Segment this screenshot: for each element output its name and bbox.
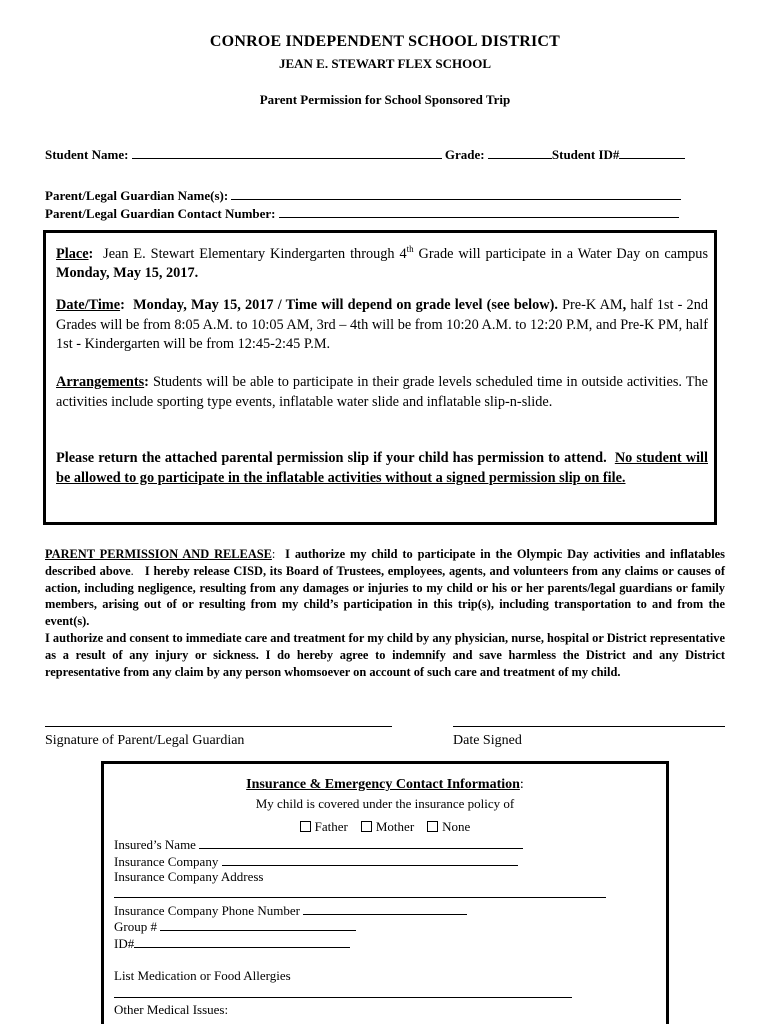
coverage-text: My child is covered under the insurance policy of: [255, 796, 515, 811]
id-label: ID#: [114, 936, 135, 951]
insurance-box: [101, 761, 669, 1024]
student-id-label: Student ID#: [551, 147, 620, 162]
insured-name-row: [114, 836, 523, 853]
id-row: [114, 935, 350, 952]
insurance-title-row: [104, 777, 666, 793]
insurance-phone-field[interactable]: [303, 902, 467, 915]
none-option[interactable]: [427, 819, 470, 834]
insurance-company-field[interactable]: [222, 853, 518, 866]
guardian-contact-row: [45, 205, 679, 222]
insured-name-field[interactable]: [199, 836, 523, 849]
arrangements-text: Students will be able to participate in their grade levels scheduled time in outside activities. The activities include sporting type events, inflatable water slide and inflatable slip-n-slide.: [56, 374, 708, 410]
mother-label: Mother: [375, 819, 415, 834]
date-signed-line[interactable]: [453, 726, 725, 727]
grade-field[interactable]: [488, 146, 552, 159]
father-checkbox[interactable]: [300, 821, 311, 832]
insurance-phone-label: Insurance Company Phone Number: [114, 903, 300, 918]
place-text-2: Grade will participate in a Water Day on campus: [413, 245, 709, 262]
guardian-name-label: Parent/Legal Guardian Name(s):: [45, 188, 229, 203]
guardian-contact-field[interactable]: [279, 205, 679, 218]
insurance-company-label: Insurance Company: [114, 854, 219, 869]
permission-text-3: I authorize and consent to immediate care and treatment for my child by any physician, nurse, hospital or District representative as a result of any injury or sickness. I do hereby agree to indemnify and save harmless the District and any District representative from any claim by any person whomsoever on account of such care and treatment of my child.: [45, 630, 725, 679]
group-field[interactable]: [160, 918, 356, 931]
student-info-row: [45, 146, 685, 163]
guardian-name-row: [45, 187, 681, 204]
datetime-bold: Monday, May 15, 2017 / Time will depend on grade level (see below).: [133, 297, 558, 313]
insurance-title-suffix: :: [519, 777, 524, 792]
student-id-field[interactable]: [619, 146, 685, 159]
form-title: Parent Permission for School Sponsored Trip: [259, 92, 511, 107]
arrangements-paragraph: Arrangements: Students will be able to participate in their grade levels scheduled time in outside activities. The activities include sporting type events, inflatable water slide and inflatable slip-n-slide.: [56, 374, 708, 410]
permission-lead: PARENT PERMISSION AND RELEASE: [45, 547, 272, 561]
datetime-text-1: Pre-K AM: [557, 297, 623, 313]
arrangements-label: Arrangements: [56, 374, 145, 390]
guardian-contact-label: Parent/Legal Guardian Contact Number:: [45, 206, 276, 221]
return-text: Please return the attached parental permission slip if your child has permission to attend.: [56, 450, 607, 466]
insurance-phone-row: [114, 902, 467, 919]
mother-option[interactable]: [361, 819, 414, 834]
insurance-title: Insurance & Emergency Contact Information: [246, 777, 520, 792]
permission-text-2: I hereby release CISD, its Board of Trustees, employees, agents, and volunteers from any claims or causes of action, including negligence, resulting from any damages or injuries to my child or his or her parents/legal guardians or family members, arising out of or resulting from my child’s participation in this trip(s), including transportation to and from the event(s).: [45, 563, 726, 629]
place-paragraph: Place: Jean E. Stewart Elementary Kindergarten through 4th Grade will participate in a Water Day on campus Monday, May 15, 2017.: [56, 244, 709, 282]
id-field[interactable]: [134, 935, 350, 948]
permission-text-1: I authorize my child to participate in the Olympic Day activities and inflatables described above: [45, 547, 725, 578]
medication-label: List Medication or Food Allergies: [114, 968, 291, 983]
return-paragraph: [56, 449, 708, 488]
school-title: JEAN E. STEWART FLEX SCHOOL: [278, 56, 492, 71]
insured-name-label: Insured’s Name: [114, 837, 196, 852]
trip-info-box: [43, 230, 717, 525]
place-date: Monday, May 15, 2017.: [56, 265, 199, 282]
student-name-label: Student Name:: [45, 147, 129, 162]
policy-holder-options: [104, 819, 666, 835]
guardian-signature-line[interactable]: [45, 726, 392, 727]
group-row: [114, 918, 356, 935]
guardian-signature-label: Signature of Parent/Legal Guardian: [45, 733, 245, 748]
date-signed-label: Date Signed: [453, 733, 522, 748]
warning-text: No student will be allowed to go participate in the inflatable activities without a signed permission slip on file.: [56, 450, 708, 486]
student-name-field[interactable]: [132, 146, 442, 159]
other-medical-label: Other Medical Issues:: [114, 1002, 229, 1017]
district-title: CONROE INDEPENDENT SCHOOL DISTRICT: [209, 33, 561, 50]
insurance-address-field[interactable]: [114, 897, 606, 898]
none-checkbox[interactable]: [427, 821, 438, 832]
medication-field[interactable]: [114, 997, 572, 998]
place-text: Jean E. Stewart Elementary Kindergarten through 4: [103, 245, 407, 262]
group-label: Group #: [114, 919, 157, 934]
place-label: Place: [56, 245, 89, 262]
insurance-address-label: Insurance Company Address: [114, 869, 264, 884]
datetime-text-2: half 1st - 2nd Grades will be from 8:05 A.M. to 10:05 AM, 3rd – 4th will be from 10:20 A.M. to 12:20 P.M, and Pre-K PM, half 1st - Kindergarten will be from 12:45-2:45 P.M.: [56, 297, 708, 352]
father-label: Father: [314, 819, 348, 834]
datetime-label: Date/Time: [56, 297, 121, 313]
guardian-name-field[interactable]: [231, 187, 681, 200]
permission-release: PARENT PERMISSION AND RELEASE: I authorize my child to participate in the Olympic Day activities and inflatables described above. I hereby release CISD, its Board of Trustees, employees, agents, and volunteers from any claims or causes of action, including negligence, resulting from any damages or injuries to my child or his or her parents/legal guardians or family members, arising out of or resulting from my child’s participation in this trip(s), including transportation to and from the event(s). I authorize and consent to immediate care and treatment for my child by any physician, nurse, hospital or District representative as a result of any injury or sickness. I do hereby agree to indemnify and save harmless the District and any District representative from any claim by any person whomsoever on account of such care and treatment of my child.: [45, 547, 726, 679]
mother-checkbox[interactable]: [361, 821, 372, 832]
father-option[interactable]: [300, 819, 348, 834]
place-sup: th: [406, 244, 414, 254]
datetime-paragraph: Date/Time: Monday, May 15, 2017 / Time will depend on grade level (see below). Pre-K AM, half 1st - 2nd Grades will be from 8:05 A.M. to 10:05 AM, 3rd – 4th will be from 10:20 A.M. to 12:20 P.M, and Pre-K PM, half 1st - Kindergarten will be from 12:45-2:45 P.M.: [56, 297, 708, 352]
none-label: None: [442, 819, 471, 834]
grade-label: Grade:: [444, 147, 485, 162]
insurance-company-row: [114, 853, 518, 870]
